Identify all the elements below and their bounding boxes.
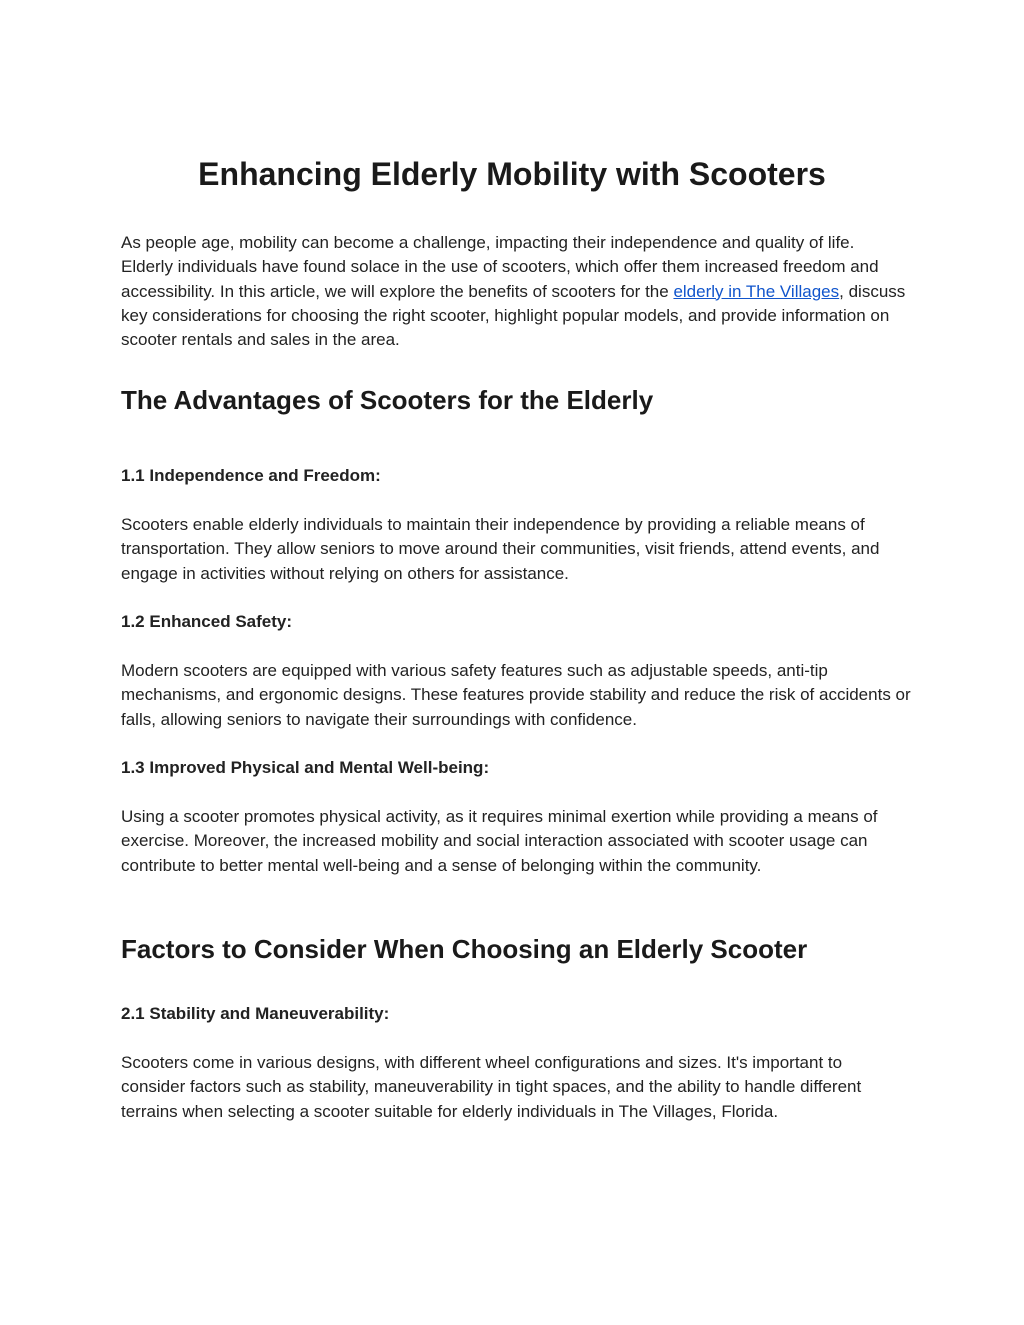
page-title: Enhancing Elderly Mobility with Scooters (198, 156, 826, 192)
intro-text-after-link: , discuss key considerations for choosing the right scooter, highlight popular models, and provide information on scooter rentals and sales in the area. (121, 281, 906, 350)
section1-1-heading: 1.1 Independence and Freedom: (121, 466, 381, 485)
section2-heading: Factors to Consider When Choosing an Elderly Scooter (121, 934, 808, 964)
section1-3-body: Using a scooter promotes physical activity, as it requires minimal exertion while providing a means of exercise. Moreover, the increased mobility and social interaction associated with scooter usage can contribute to better mental well-being and a sense of belonging within the community. (121, 807, 878, 875)
intro-paragraph (121, 231, 911, 352)
elderly-in-the-villages-link[interactable]: elderly in The Villages (673, 281, 840, 301)
intro-text-before-link: As people age, mobility can become a challenge, impacting their independence and quality of life. Elderly individuals have found solace in the use of scooters, which offer them increased freedom and accessibility. In this article, we will explore the benefits of scooters for the (121, 233, 879, 301)
section1-2-body: Modern scooters are equipped with various safety features such as adjustable speeds, anti-tip mechanisms, and ergonomic designs. These features provide stability and reduce the risk of accidents or falls, allowing seniors to navigate their surroundings with confidence. (121, 661, 911, 729)
section2-1-body: Scooters come in various designs, with different wheel configurations and sizes. It's important to consider factors such as stability, maneuverability in tight spaces, and the ability to handle different terrains when selecting a scooter suitable for elderly individuals in The Villages, Florida. (121, 1053, 862, 1121)
section2-1-heading: 2.1 Stability and Maneuverability: (121, 1004, 390, 1023)
section1-2-heading: 1.2 Enhanced Safety: (121, 612, 293, 631)
section1-1-body: Scooters enable elderly individuals to maintain their independence by providing a reliable means of transportation. They allow seniors to move around their communities, visit friends, attend events, and engage in activities without relying on others for assistance. (121, 515, 880, 583)
section1-3-heading: 1.3 Improved Physical and Mental Well-being: (121, 758, 490, 777)
section1-heading: The Advantages of Scooters for the Elderly (121, 385, 654, 415)
